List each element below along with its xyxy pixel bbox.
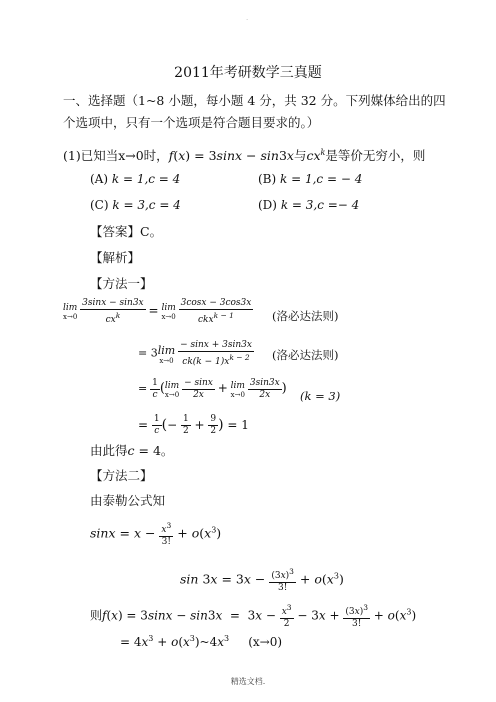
analysis-heading: 【解析】 [90, 250, 141, 265]
question-stem: (1)已知当x→0时，f(x) = 3sinx − sin3x与$cx^k$是等价无穷小，则 [63, 148, 426, 164]
header-dot: . [246, 14, 249, 22]
option-c [90, 198, 181, 212]
option-a-label: (A) [90, 172, 109, 186]
option-d [258, 198, 359, 212]
option-b-value: k = 1,c = − 4 [280, 172, 363, 186]
method1-eq2: = 3lim x→0 $\frac{- \sin x + 3\sin 3x}{ck(k - 1)x^{k - 2}}$ [138, 340, 252, 367]
option-b-label: (B) [258, 172, 277, 186]
answer-line: 【答案】C。 [90, 224, 163, 239]
taylor-eq1: sinx = x − $\frac{x^3}{3!}$ + $o(x^3)$ [90, 521, 222, 547]
method1-heading: 【方法一】 [90, 276, 153, 291]
option-a [90, 172, 180, 186]
method1-conclusion: 由此得c = 4。 [90, 443, 174, 458]
option-b [258, 172, 362, 186]
option-d-label: (D) [258, 198, 277, 212]
method2-intro: 由泰勒公式知 [90, 493, 166, 508]
final-eq: = $4x^3$ + $o(x^3)\sim 4x^3$ (x→0) [120, 634, 283, 649]
method1-note3: (k = 3) [300, 389, 341, 403]
expansion-eq: 则f(x) = 3sinx − sin3x = 3x − $\frac{x^3}{2}$ − 3x + $\frac{(3x)^3}{3!}$ + $o(x^3)$ [90, 603, 417, 629]
page-title: 2011年考研数学三真题 [174, 65, 322, 81]
footer-note: 精选文档. [230, 677, 266, 686]
option-c-label: (C) [90, 198, 109, 212]
method1-eq1: lim x→0 $\frac{3\sin x - \sin 3x}{cx^k}$ = lim x→0 $\frac{3\cos x - 3\cos 3x}{ckx^{k - 1}}$ [63, 298, 252, 325]
option-d-value: k = 3,c =− 4 [280, 198, 360, 212]
method1-note2: (洛必达法则) [272, 348, 339, 362]
method2-heading: 【方法二】 [90, 468, 153, 483]
option-c-value: k = 3,c = 4 [112, 198, 181, 212]
method1-eq3: = $\frac{1}{c}$ (lim x→0 $\frac{- \sin x}{2x}$ + lim x→0 $\frac{3\sin 3x}{2x}$ ) [138, 378, 287, 400]
taylor-eq2: sin 3x = 3x − $\frac{(3x)^3}{3!}$ + $o(x^3)$ [180, 567, 344, 593]
method1-result: = $\frac{1}{c}$ (− $\frac{1}{2}$ + $\frac{9}{2}$ ) = 1 [138, 414, 249, 436]
section-heading-line2: 个选项中，只有一个选项是符合题目要求的。） [63, 115, 320, 130]
method1-note1: (洛必达法则) [272, 309, 339, 323]
section-heading-line1: 一、选择题（1~8 小题，每小题 4 分，共 32 分。下列媒体给出的四 [63, 93, 446, 108]
option-a-value: k = 1,c = 4 [111, 172, 181, 186]
